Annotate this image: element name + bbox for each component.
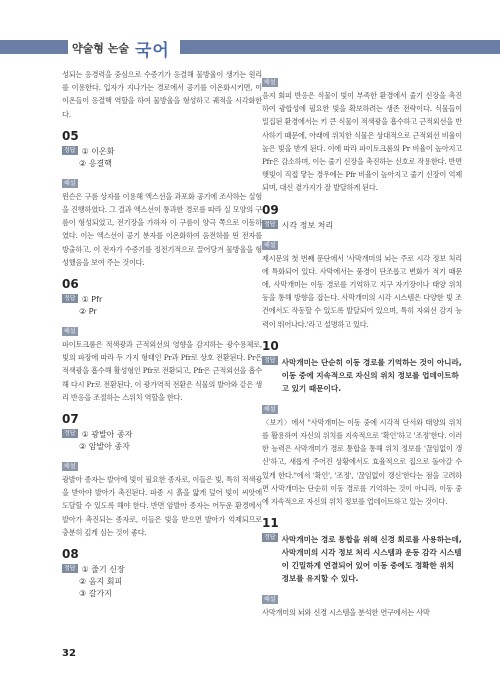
answer-tag: 정답 xyxy=(64,430,76,438)
section-label: 약술형 논술 xyxy=(72,42,129,55)
answer-tag: 정답 xyxy=(264,356,276,364)
intro-text: 성되는 응경력을 중심으로 수증기가 응결해 물방울이 생기는 원리를 이용한다. 입자가 지나가는 경로에서 공기를 이온화시키면, 이 이온들이 응결핵 역할을 하여 물방울을 형성하고 궤적을 시각화한다. xyxy=(62,70,262,119)
explanation-tag: 해설 xyxy=(264,79,276,86)
answer-text: ① 광발아 종자 xyxy=(81,430,133,440)
question-09-number: 09 xyxy=(262,202,279,217)
explanation-tag: 해설 xyxy=(64,179,76,187)
answer-row xyxy=(262,533,462,585)
right-column xyxy=(262,68,462,623)
answer-tag: 정답 xyxy=(64,146,76,154)
answer-text: 사막개미는 단순히 이동 경로를 기억하는 것이 아니라, 이동 중에 지속적으로 자신의 위치 정보를 업데이트하고 있기 때문이다. xyxy=(281,357,462,393)
answer-row xyxy=(62,158,262,169)
answer-text: ② 암발아 종자 xyxy=(79,442,130,452)
answer-row xyxy=(262,220,462,231)
explanation-text: 윈슨은 구름 상자를 이용해 엑스선을 과포화 공기에 조사하는 실험을 진행하였다. 그 결과 엑스선이 통과한 경로를 따라 실 모양의 구름이 형성되었고, 전기장을 가하자 이 구름이 양극 쪽으로 이동하였다. 이는 엑스선이 공기 분자를 이온화하여 음전하를 띤 전자를 방출하고, 이 전자가 수증기를 정전기적으로 끌어당겨 물방울을 형성했음을 보여 주는 것이다. xyxy=(62,191,262,267)
answer-text: ① 이온화 xyxy=(81,146,115,156)
explanation-tag: 해설 xyxy=(264,241,276,249)
header-tab xyxy=(68,36,180,60)
answer-row xyxy=(62,306,262,317)
answer-text: ② Pr xyxy=(79,307,97,317)
answer-row xyxy=(62,588,262,599)
answer-text: ① Pfr xyxy=(81,295,103,305)
page-number: 32 xyxy=(62,648,76,659)
answer-row xyxy=(62,294,262,305)
question-07-number: 07 xyxy=(62,412,79,427)
question-08-number: 08 xyxy=(62,547,79,562)
answer-row xyxy=(62,146,262,157)
explanation-text: 광발아 종자는 발아에 빛이 필요한 종자로, 이들은 빛, 특히 적색광을 받아야 발아가 촉진된다. 파종 시 흙을 얇게 덮어 빛이 씨앗에 도달할 수 있도록 해야 한다. 반면 암발아 종자는 어두운 환경에서 발아가 촉진되는 종자로, 이들은 빛을 받으면 발아가 억제되므로 충분히 깊게 심는 것이 좋다. xyxy=(62,475,262,537)
explanation-text: 제시문의 첫 번째 문단에서 '사막개미의 뇌는 주로 시각 정보 처리에 특화되어 있다. 사막에서는 풍경이 단조롭고 변화가 적기 때문에, 사막개미는 이동 경로를 기억하고 지구 자기장이나 태양 위치 등을 통해 방향을 잡는다. 사막개미의 시각 시스템은 다양한 빛 조건에서도 작동할 수 있도록 발달되어 있으며, 특히 자외선 감지 능력이 뛰어나다.'라고 설명하고 있다. xyxy=(262,253,462,329)
subject-title: 국어 xyxy=(134,40,170,61)
explanation-text: 사막개미의 뇌와 신경 시스템을 분석한 연구에서는 사막 xyxy=(262,608,430,618)
explanation-text: 〈보기〉에서 "사막개미는 이동 중에 시각적 단서와 태양의 위치를 활용하여 자신의 위치를 지속적으로 '확인'하고 '조정'한다. 이러한 능력은 사막개미가 경로 통합을 통해 위치 정보를 '끊임없이 갱신'하고, 새롭게 주어진 상황에서도 효율적으로 집으로 돌아갈 수 있게 한다."에서 '확인', '조정', '끊임없이 갱신'한다는 점을 고려하면 사막개미는 단순히 이동 경로를 기억하는 것이 아니라, 이동 중에 지속적으로 자신의 위치 정보를 업데이트하고 있는 것이다. xyxy=(262,417,462,507)
answer-row xyxy=(62,429,262,440)
answer-row xyxy=(62,564,262,575)
answer-row xyxy=(62,576,262,587)
answer-tag: 정답 xyxy=(264,534,276,542)
explanation-tag: 해설 xyxy=(64,328,76,336)
answer-tag: 정답 xyxy=(64,565,76,573)
explanation-tag: 해설 xyxy=(64,463,76,471)
answer-text: ② 음지 회피 xyxy=(79,577,123,587)
explanation-tag: 해설 xyxy=(264,405,276,413)
explanation-text: 파이토크롬은 적색광과 근적외선의 영향을 감지하는 광수용체로, 빛의 파장에 따라 두 가지 형태인 Pr과 Pfr로 상호 전환된다. Pr은 적색광을 흡수해 활성형인 Pfr로 전환되고, Pfr은 근적외선을 흡수해 다시 Pr로 전환된다. 이 광가역적 전환은 식물의 발아와 같은 생리 반응을 조절하는 스위치 역할을 한다. xyxy=(62,340,262,402)
explanation-tag: 해설 xyxy=(264,596,276,604)
answer-row xyxy=(62,441,262,452)
explanation-text: 음지 회피 반응은 식물이 빛이 부족한 환경에서 줄기 신장을 촉진하여 광합성에 필요한 빛을 확보하려는 생존 전략이다. 식물들이 밀집된 환경에서는 키 큰 식물이 적색광을 흡수하고 근적외선을 반사하기 때문에, 아래에 위치한 식물은 상대적으로 근적외선 비율이 높은 빛을 받게 된다. 이에 따라 파이토크롬의 Pr 비율이 높아지고 Pfr은 감소하며, 이는 줄기 신장을 촉진하는 신호로 작용한다. 반면 햇빛이 직접 닿는 경우에는 Pfr 비율이 높아지고 줄기 신장이 억제되며, 대신 곁가지가 잘 발달하게 된다. xyxy=(262,91,462,193)
answer-tag: 정답 xyxy=(64,295,76,303)
question-11-number: 11 xyxy=(262,516,279,531)
answer-text: ② 응결핵 xyxy=(79,158,112,168)
left-column xyxy=(62,68,262,600)
answer-text: 시각 정보 처리 xyxy=(281,220,334,230)
answer-text: 사막개미는 경로 통합을 위해 신경 회로를 사용하는데, 사막개미의 시각 정보 처리 시스템과 운동 감각 시스템이 긴밀하게 연결되어 있어 이동 중에도 정확한 위치 정보를 유지할 수 있다. xyxy=(281,535,462,584)
question-06-number: 06 xyxy=(62,277,79,292)
answer-text: ③ 갈가지 xyxy=(79,589,112,599)
answer-tag: 정답 xyxy=(264,220,276,228)
answer-text: ① 줄기 신장 xyxy=(81,565,125,575)
question-10-number: 10 xyxy=(262,338,279,353)
question-05-number: 05 xyxy=(62,128,79,143)
answer-row xyxy=(262,356,462,395)
